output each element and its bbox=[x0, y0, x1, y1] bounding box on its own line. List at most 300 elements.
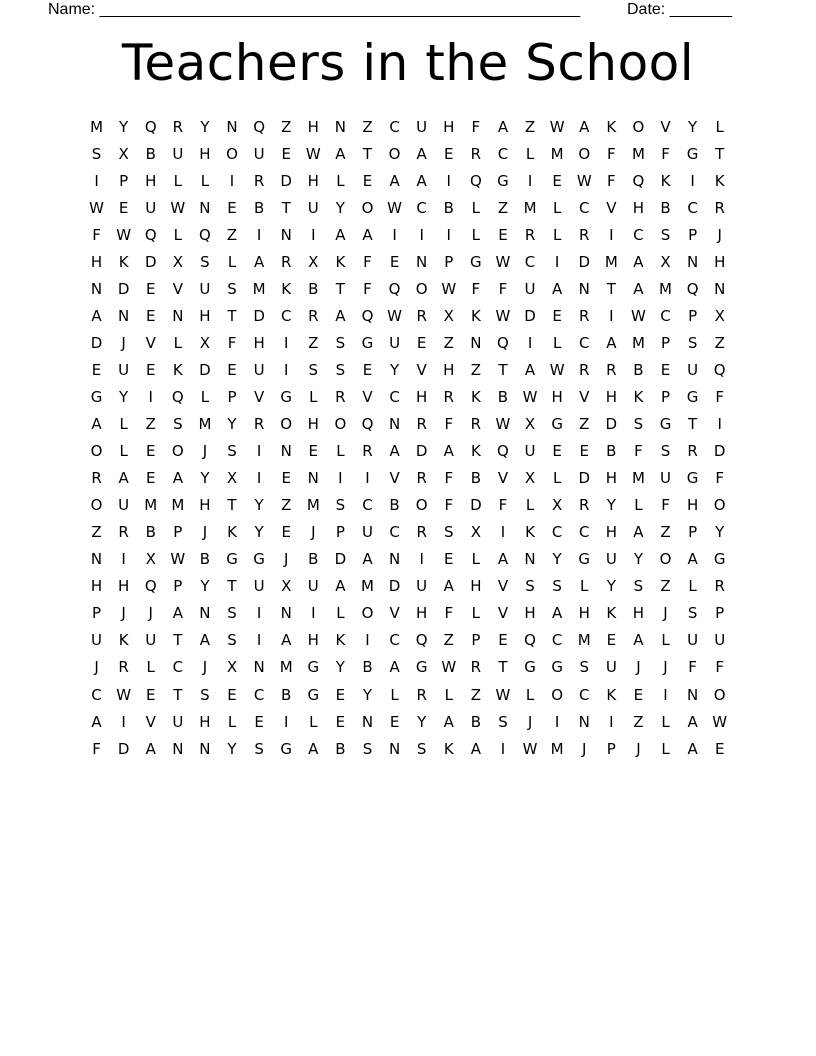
grid-letter: V bbox=[389, 604, 400, 623]
grid-letter: M bbox=[90, 117, 104, 136]
grid-letter: H bbox=[199, 306, 211, 325]
grid-letter: M bbox=[523, 198, 537, 217]
grid-letter: W bbox=[387, 198, 402, 217]
grid-letter: W bbox=[170, 198, 186, 217]
grid-letter: P bbox=[688, 306, 698, 325]
grid-letter: T bbox=[715, 144, 725, 163]
grid-letter: Z bbox=[470, 685, 481, 704]
grid-letter: L bbox=[173, 333, 182, 352]
grid-letter: E bbox=[633, 685, 644, 704]
grid-letter: Y bbox=[227, 739, 237, 758]
grid-letter: R bbox=[470, 144, 482, 163]
grid-letter: C bbox=[416, 198, 427, 217]
grid-letter: C bbox=[389, 523, 400, 542]
grid-letter: E bbox=[660, 360, 671, 379]
grid-letter: S bbox=[660, 442, 671, 461]
grid-letter: B bbox=[145, 144, 156, 163]
grid-letter: F bbox=[498, 496, 508, 515]
grid-letter: N bbox=[90, 279, 103, 298]
grid-letter: Q bbox=[524, 631, 536, 650]
grid-letter: K bbox=[335, 631, 346, 650]
grid-letter: W bbox=[522, 387, 538, 406]
grid-letter: F bbox=[661, 496, 670, 515]
grid-letter: A bbox=[91, 415, 102, 434]
date-line[interactable]: _______ bbox=[669, 1, 732, 18]
grid-letter: Z bbox=[633, 712, 644, 731]
grid-letter: V bbox=[389, 469, 400, 488]
grid-letter: S bbox=[687, 604, 698, 623]
grid-letter: L bbox=[661, 739, 670, 758]
grid-letter: S bbox=[660, 225, 671, 244]
grid-letter: V bbox=[145, 333, 156, 352]
grid-letter: E bbox=[145, 360, 156, 379]
grid-letter: A bbox=[443, 712, 454, 731]
grid-letter: X bbox=[281, 577, 292, 596]
grid-letter: O bbox=[334, 415, 347, 434]
grid-letter: P bbox=[715, 604, 725, 623]
grid-letter: B bbox=[660, 198, 671, 217]
grid-letter: O bbox=[415, 496, 428, 515]
grid-letter: H bbox=[416, 387, 428, 406]
grid-letter: O bbox=[226, 144, 238, 163]
grid-letter: G bbox=[253, 550, 265, 569]
grid-letter: X bbox=[524, 469, 536, 488]
grid-letter: F bbox=[92, 739, 101, 758]
grid-letter: R bbox=[443, 387, 454, 406]
grid-letter: I bbox=[527, 333, 533, 352]
grid-letter: A bbox=[91, 306, 102, 325]
grid-letter: X bbox=[118, 144, 129, 163]
grid-letter: I bbox=[229, 171, 235, 190]
grid-letter: B bbox=[389, 496, 400, 515]
grid-letter: B bbox=[633, 360, 644, 379]
grid-letter: R bbox=[416, 685, 427, 704]
grid-letter: P bbox=[119, 171, 129, 190]
grid-letter: C bbox=[280, 306, 292, 325]
grid-letter: R bbox=[118, 523, 129, 542]
grid-letter: N bbox=[361, 712, 374, 731]
grid-letter: J bbox=[636, 739, 641, 758]
grid-letter: O bbox=[713, 685, 726, 704]
grid-letter: P bbox=[173, 523, 183, 542]
grid-letter: L bbox=[661, 712, 670, 731]
grid-letter: W bbox=[549, 117, 565, 136]
grid-letter: G bbox=[361, 333, 374, 352]
grid-letter: I bbox=[419, 550, 424, 569]
grid-letter: K bbox=[470, 387, 481, 406]
grid-letter: W bbox=[631, 306, 646, 325]
grid-letter: A bbox=[253, 252, 265, 271]
grid-letter: U bbox=[118, 496, 130, 515]
grid-letter: E bbox=[145, 469, 156, 488]
grid-letter: L bbox=[552, 225, 562, 244]
grid-letter: C bbox=[253, 685, 265, 704]
grid-letter: C bbox=[578, 685, 590, 704]
grid-letter: I bbox=[121, 550, 126, 569]
grid-letter: D bbox=[388, 577, 401, 596]
grid-letter: X bbox=[226, 469, 238, 488]
grid-letter: E bbox=[552, 442, 562, 461]
grid-letter: U bbox=[307, 198, 319, 217]
grid-letter: C bbox=[362, 496, 373, 515]
grid-letter: M bbox=[550, 739, 564, 758]
grid-letter: K bbox=[606, 685, 617, 704]
grid-letter: C bbox=[172, 658, 184, 677]
grid-letter: A bbox=[497, 117, 509, 136]
grid-letter: E bbox=[145, 685, 156, 704]
grid-letter: W bbox=[495, 252, 511, 271]
name-label: Name: bbox=[48, 1, 96, 18]
grid-letter: B bbox=[308, 279, 319, 298]
grid-letter: I bbox=[148, 387, 153, 406]
grid-letter: C bbox=[524, 252, 536, 271]
grid-letter: M bbox=[631, 333, 645, 352]
grid-letter: Z bbox=[281, 117, 292, 136]
grid-letter: Z bbox=[497, 198, 509, 217]
grid-letter: Z bbox=[362, 117, 373, 136]
grid-letter: U bbox=[307, 577, 319, 596]
grid-letter: N bbox=[686, 685, 699, 704]
grid-letter: S bbox=[335, 496, 346, 515]
grid-letter: Z bbox=[470, 360, 481, 379]
grid-letter: K bbox=[714, 171, 725, 190]
grid-letter: L bbox=[173, 225, 182, 244]
grid-letter: V bbox=[145, 712, 156, 731]
grid-letter: A bbox=[687, 739, 698, 758]
grid-letter: R bbox=[308, 306, 319, 325]
grid-letter: H bbox=[632, 198, 645, 217]
grid-letter: J bbox=[202, 658, 208, 677]
grid-letter: P bbox=[606, 739, 616, 758]
grid-letter: Q bbox=[686, 279, 699, 298]
grid-letter: U bbox=[416, 117, 428, 136]
grid-letter: R bbox=[416, 415, 427, 434]
grid-letter: V bbox=[497, 577, 509, 596]
grid-letter: I bbox=[256, 442, 262, 461]
grid-letter: G bbox=[470, 252, 482, 271]
grid-letter: P bbox=[471, 631, 481, 650]
grid-letter: F bbox=[363, 279, 372, 298]
grid-letter: D bbox=[199, 360, 211, 379]
grid-letter: I bbox=[392, 225, 397, 244]
grid-letter: F bbox=[444, 469, 454, 488]
grid-letter: E bbox=[254, 712, 264, 731]
grid-letter: L bbox=[525, 496, 535, 515]
grid-letter: Y bbox=[254, 523, 264, 542]
grid-letter: D bbox=[578, 252, 591, 271]
grid-letter: B bbox=[335, 739, 346, 758]
grid-letter: X bbox=[714, 306, 725, 325]
grid-letter: I bbox=[338, 469, 343, 488]
grid-letter: A bbox=[145, 739, 156, 758]
grid-letter: H bbox=[307, 631, 319, 650]
grid-letter: M bbox=[279, 658, 293, 677]
word-search-grid bbox=[83, 113, 733, 762]
date-field[interactable] bbox=[627, 0, 732, 20]
grid-letter: F bbox=[444, 604, 454, 623]
grid-letter: E bbox=[362, 360, 373, 379]
grid-letter: H bbox=[470, 577, 482, 596]
grid-letter: K bbox=[227, 523, 237, 542]
grid-letter: S bbox=[227, 442, 237, 461]
grid-letter: E bbox=[552, 306, 562, 325]
grid-letter: A bbox=[633, 252, 644, 271]
grid-letter: F bbox=[363, 252, 372, 271]
grid-letter: O bbox=[659, 550, 672, 569]
grid-letter: I bbox=[717, 415, 722, 434]
grid-letter: A bbox=[443, 577, 454, 596]
grid-letter: A bbox=[633, 631, 644, 650]
grid-letter: N bbox=[172, 739, 184, 758]
grid-letter: C bbox=[687, 198, 698, 217]
grid-letter: Z bbox=[660, 523, 671, 542]
grid-letter: W bbox=[441, 658, 457, 677]
grid-letter: K bbox=[172, 360, 183, 379]
grid-letter: N bbox=[307, 469, 319, 488]
grid-letter: R bbox=[253, 415, 265, 434]
grid-letter: J bbox=[663, 658, 668, 677]
grid-letter: L bbox=[715, 117, 724, 136]
grid-letter: Q bbox=[361, 415, 374, 434]
grid-letter: O bbox=[713, 496, 726, 515]
grid-letter: A bbox=[335, 225, 346, 244]
grid-letter: Y bbox=[119, 117, 129, 136]
grid-letter: E bbox=[118, 198, 129, 217]
grid-letter: L bbox=[119, 442, 128, 461]
grid-letter: H bbox=[443, 117, 455, 136]
grid-letter: G bbox=[686, 144, 699, 163]
grid-letter: Q bbox=[497, 442, 509, 461]
grid-letter: B bbox=[470, 469, 481, 488]
grid-letter: L bbox=[390, 685, 399, 704]
grid-letter: D bbox=[117, 279, 130, 298]
grid-letter: Y bbox=[552, 550, 562, 569]
grid-letter: K bbox=[606, 117, 617, 136]
grid-letter: G bbox=[686, 469, 699, 488]
grid-letter: I bbox=[500, 523, 506, 542]
grid-letter: N bbox=[388, 550, 401, 569]
grid-letter: G bbox=[415, 658, 428, 677]
grid-letter: A bbox=[497, 550, 509, 569]
grid-letter: L bbox=[200, 387, 210, 406]
grid-letter: U bbox=[172, 144, 184, 163]
grid-letter: I bbox=[419, 225, 424, 244]
grid-letter: E bbox=[714, 739, 725, 758]
grid-letter: H bbox=[443, 360, 455, 379]
grid-letter: L bbox=[444, 685, 453, 704]
grid-letter: N bbox=[199, 739, 211, 758]
grid-letter: P bbox=[660, 333, 671, 352]
grid-letter: Q bbox=[253, 117, 266, 136]
grid-letter: Z bbox=[308, 333, 319, 352]
grid-letter: N bbox=[280, 442, 292, 461]
grid-letter: J bbox=[527, 712, 533, 731]
grid-letter: S bbox=[227, 604, 237, 623]
grid-letter: A bbox=[91, 712, 102, 731]
grid-letter: U bbox=[524, 279, 536, 298]
grid-letter: K bbox=[470, 442, 481, 461]
grid-letter: C bbox=[633, 225, 644, 244]
grid-letter: G bbox=[307, 685, 320, 704]
grid-letter: I bbox=[609, 712, 614, 731]
grid-letter: D bbox=[253, 306, 265, 325]
grid-letter: T bbox=[688, 415, 698, 434]
grid-letter: O bbox=[578, 144, 591, 163]
grid-letter: U bbox=[145, 198, 157, 217]
grid-letter: Z bbox=[91, 523, 102, 542]
grid-letter: E bbox=[145, 306, 156, 325]
grid-letter: L bbox=[227, 252, 237, 271]
grid-letter: H bbox=[307, 171, 319, 190]
grid-letter: C bbox=[578, 333, 590, 352]
grid-letter: A bbox=[633, 523, 644, 542]
grid-letter: N bbox=[226, 117, 238, 136]
grid-letter: Y bbox=[417, 712, 427, 731]
grid-letter: A bbox=[362, 550, 373, 569]
grid-letter: B bbox=[281, 685, 292, 704]
grid-letter: E bbox=[227, 685, 237, 704]
grid-letter: O bbox=[90, 496, 103, 515]
date-label: Date: bbox=[627, 1, 666, 18]
grid-letter: F bbox=[607, 171, 616, 190]
grid-letter: I bbox=[121, 712, 126, 731]
grid-letter: I bbox=[609, 306, 614, 325]
grid-letter: A bbox=[335, 577, 346, 596]
grid-letter: F bbox=[634, 442, 643, 461]
grid-letter: A bbox=[389, 171, 400, 190]
grid-letter: S bbox=[308, 360, 319, 379]
grid-letter: X bbox=[308, 252, 319, 271]
grid-letter: B bbox=[308, 550, 319, 569]
grid-letter: M bbox=[306, 496, 320, 515]
grid-letter: L bbox=[552, 469, 562, 488]
grid-letter: L bbox=[661, 631, 670, 650]
grid-letter: A bbox=[389, 442, 400, 461]
name-field[interactable] bbox=[48, 0, 580, 20]
grid-letter: S bbox=[416, 739, 427, 758]
grid-letter: B bbox=[497, 387, 509, 406]
grid-letter: R bbox=[335, 387, 346, 406]
grid-letter: E bbox=[606, 631, 617, 650]
grid-letter: H bbox=[605, 469, 617, 488]
grid-letter: R bbox=[253, 171, 265, 190]
grid-letter: U bbox=[687, 631, 699, 650]
grid-letter: O bbox=[280, 415, 293, 434]
grid-letter: C bbox=[551, 631, 563, 650]
grid-letter: I bbox=[311, 225, 316, 244]
grid-letter: N bbox=[686, 252, 699, 271]
grid-letter: A bbox=[552, 604, 563, 623]
grid-letter: V bbox=[253, 387, 265, 406]
grid-letter: Z bbox=[443, 333, 454, 352]
grid-letter: M bbox=[171, 496, 185, 515]
grid-letter: I bbox=[554, 252, 560, 271]
grid-letter: T bbox=[227, 577, 237, 596]
grid-letter: T bbox=[227, 496, 237, 515]
grid-letter: N bbox=[334, 117, 346, 136]
grid-letter: R bbox=[172, 117, 184, 136]
grid-letter: T bbox=[335, 279, 345, 298]
grid-letter: Y bbox=[200, 469, 210, 488]
grid-letter: E bbox=[91, 360, 102, 379]
grid-letter: J bbox=[121, 604, 126, 623]
grid-letter: H bbox=[551, 387, 563, 406]
name-line[interactable]: ______________________________________________________ bbox=[99, 1, 581, 18]
grid-letter: S bbox=[200, 252, 210, 271]
grid-letter: F bbox=[471, 117, 481, 136]
grid-letter: B bbox=[362, 658, 373, 677]
grid-letter: S bbox=[633, 577, 644, 596]
grid-letter: M bbox=[631, 144, 645, 163]
grid-letter: Q bbox=[144, 117, 157, 136]
grid-letter: L bbox=[525, 144, 535, 163]
grid-letter: O bbox=[388, 144, 401, 163]
grid-letter: H bbox=[416, 604, 428, 623]
grid-letter: H bbox=[307, 117, 319, 136]
grid-letter: G bbox=[280, 387, 293, 406]
grid-letter: Y bbox=[119, 387, 129, 406]
grid-letter: A bbox=[524, 360, 536, 379]
grid-letter: F bbox=[444, 415, 454, 434]
grid-letter: F bbox=[688, 658, 697, 677]
grid-letter: H bbox=[90, 252, 103, 271]
grid-letter: I bbox=[283, 333, 289, 352]
page-title: Teachers in the School bbox=[121, 34, 695, 92]
grid-letter: L bbox=[552, 198, 562, 217]
grid-letter: Q bbox=[713, 360, 726, 379]
grid-letter: D bbox=[470, 496, 482, 515]
grid-letter: W bbox=[495, 306, 511, 325]
grid-letter: R bbox=[579, 225, 590, 244]
grid-letter: X bbox=[226, 658, 238, 677]
grid-letter: H bbox=[253, 333, 265, 352]
grid-letter: A bbox=[172, 469, 183, 488]
grid-letter: Z bbox=[443, 631, 454, 650]
grid-letter: W bbox=[441, 279, 457, 298]
grid-letter: L bbox=[173, 171, 182, 190]
grid-letter: J bbox=[582, 739, 587, 758]
grid-letter: P bbox=[688, 225, 698, 244]
grid-letter: Q bbox=[199, 225, 211, 244]
grid-letter: G bbox=[524, 658, 536, 677]
grid-letter: O bbox=[632, 117, 645, 136]
grid-letter: G bbox=[280, 739, 293, 758]
grid-letter: I bbox=[554, 712, 560, 731]
grid-letter: J bbox=[283, 550, 289, 569]
grid-letter: X bbox=[524, 415, 536, 434]
grid-letter: Q bbox=[632, 171, 645, 190]
grid-letter: F bbox=[444, 496, 454, 515]
grid-letter: H bbox=[524, 604, 536, 623]
grid-letter: U bbox=[199, 279, 211, 298]
grid-letter: A bbox=[416, 171, 427, 190]
grid-letter: N bbox=[280, 604, 292, 623]
grid-letter: G bbox=[578, 550, 591, 569]
grid-letter: N bbox=[524, 550, 536, 569]
grid-letter: C bbox=[578, 523, 590, 542]
grid-letter: X bbox=[660, 252, 671, 271]
grid-letter: U bbox=[605, 550, 617, 569]
grid-letter: E bbox=[281, 469, 291, 488]
grid-letter: U bbox=[361, 523, 373, 542]
grid-letter: Y bbox=[389, 360, 400, 379]
grid-letter: W bbox=[89, 198, 104, 217]
grid-letter: Z bbox=[714, 333, 725, 352]
grid-letter: S bbox=[498, 712, 508, 731]
grid-letter: L bbox=[471, 604, 481, 623]
grid-letter: V bbox=[660, 117, 671, 136]
grid-letter: U bbox=[714, 631, 726, 650]
